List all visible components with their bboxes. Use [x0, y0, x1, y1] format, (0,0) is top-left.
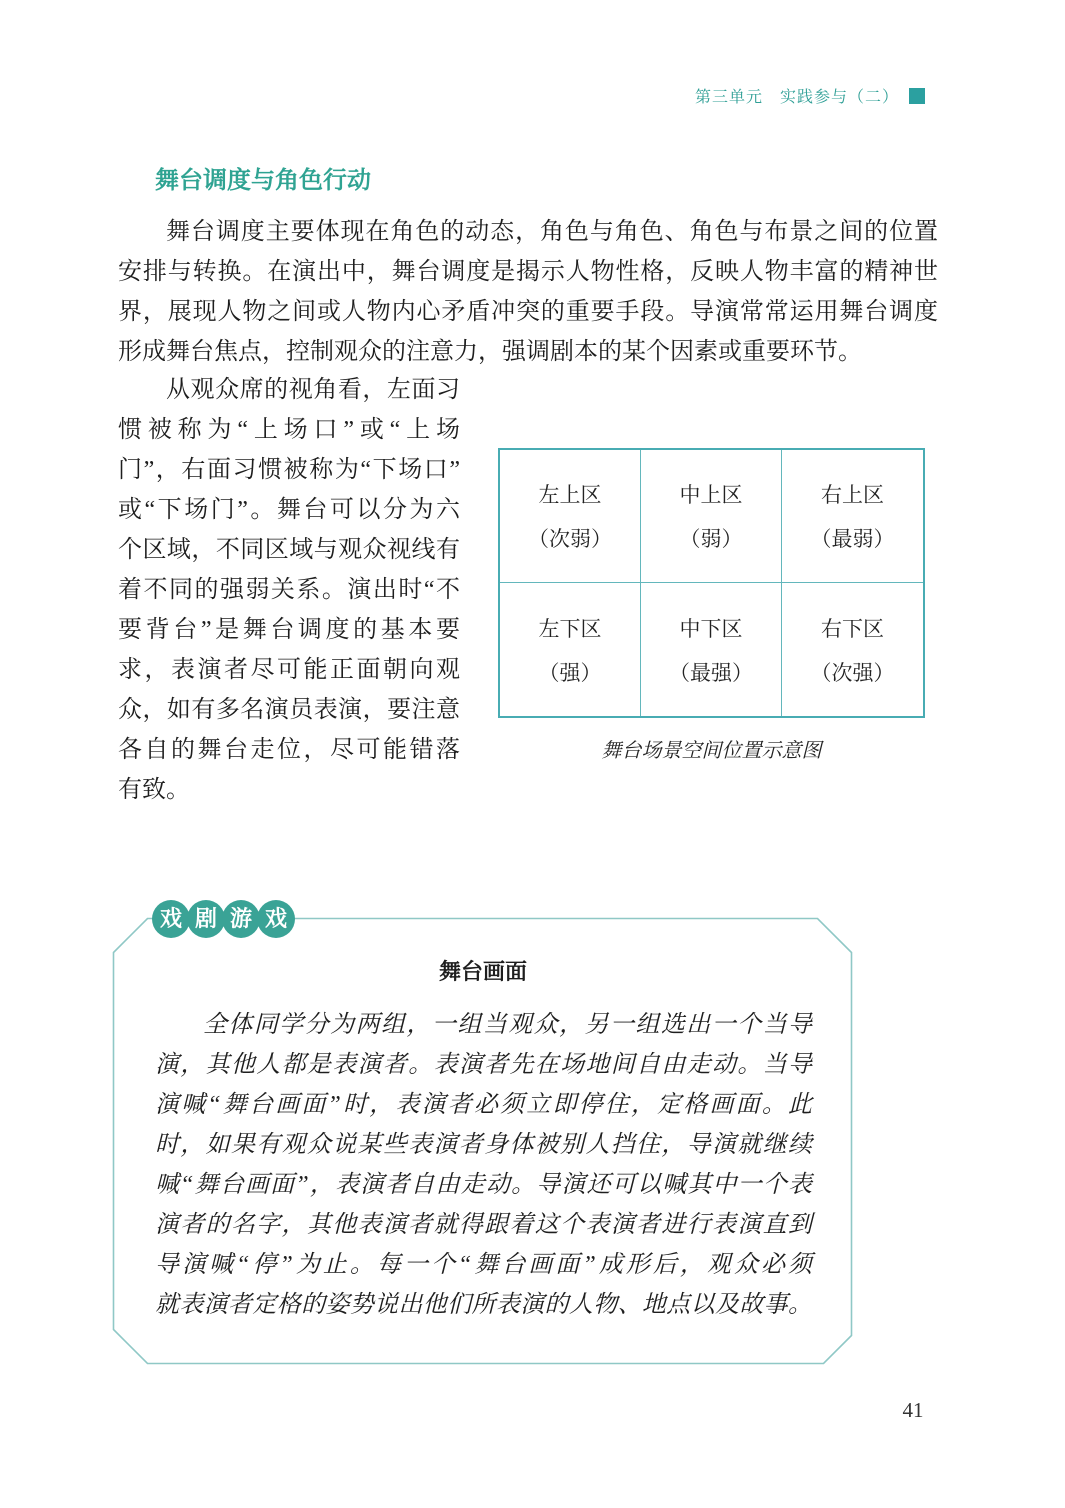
text-line: 惯被称为“上场口”或“上场 — [118, 417, 460, 443]
table-cell-upper-left — [500, 450, 641, 583]
text-line: 各自的舞台走位，尽可能错落 — [118, 737, 460, 763]
header-square-marker — [909, 88, 925, 104]
zone-strength: （次强） — [810, 661, 895, 685]
text-line: 形成舞台焦点，控制观众的注意力，强调剧本的某个因素或重要环节。 — [118, 339, 862, 365]
paragraph-audience-view — [118, 370, 460, 810]
badge-circle: 戏 — [257, 900, 295, 938]
text-line: 从观众席的视角看，左面习 — [166, 377, 460, 403]
badge-circle: 戏 — [152, 900, 190, 938]
text-line: 安排与转换。在演出中，舞台调度是揭示人物性格，反映人物丰富的精神世 — [118, 259, 938, 285]
page-header — [695, 84, 925, 107]
text-line: 舞台调度主要体现在角色的动态，角色与角色、角色与布景之间的位置 — [166, 219, 938, 245]
game-box-badge — [152, 900, 292, 938]
text-line: 演，其他人都是表演者。表演者先在场地间自由走动。当导 — [155, 1052, 812, 1078]
section-heading: 舞台调度与角色行动 — [155, 167, 371, 194]
paragraph-stage-scheduling — [118, 212, 938, 372]
table-cell-lower-right — [782, 583, 923, 716]
zone-name: 右下区 — [821, 617, 884, 641]
zone-strength: （强） — [538, 661, 602, 685]
table-caption: 舞台场景空间位置示意图 — [601, 740, 822, 762]
unit-title: 第三单元 实践参与（二） — [694, 89, 899, 106]
table-cell-upper-center — [641, 450, 782, 583]
game-box-body — [155, 1005, 812, 1325]
text-line: 导演喊“停”为止。每一个“舞台画面”成形后，观众必须 — [155, 1252, 812, 1278]
zone-name: 右上区 — [821, 484, 884, 507]
text-line: 众，如有多名演员表演，要注意 — [118, 697, 460, 723]
text-line: 或“下场门”。舞台可以分为六 — [118, 497, 460, 523]
zone-strength: （次弱） — [528, 528, 612, 551]
zone-strength: （最强） — [669, 661, 753, 685]
zone-name: 中下区 — [679, 617, 743, 641]
badge-circle: 游 — [222, 900, 260, 938]
table-cell-lower-center — [641, 583, 782, 716]
table-cell-lower-left — [500, 583, 641, 716]
text-line: 个区域，不同区域与观众视线有 — [118, 537, 460, 563]
text-line: 时，如果有观众说某些表演者身体被别人挡住，导演就继续 — [155, 1132, 812, 1158]
text-line: 演喊“舞台画面”时，表演者必须立即停住，定格画面。此 — [155, 1092, 812, 1118]
text-line: 要背台”是舞台调度的基本要 — [118, 617, 460, 643]
text-line: 就表演者定格的姿势说出他们所表演的人物、地点以及故事。 — [155, 1292, 812, 1318]
text-line: 求，表演者尽可能正面朝向观 — [118, 657, 460, 683]
text-line: 喊“舞台画面”，表演者自由走动。导演还可以喊其中一个表 — [155, 1172, 812, 1198]
zone-strength: （弱） — [679, 528, 743, 551]
text-line: 全体同学分为两组，一组当观众，另一组选出一个当导 — [203, 1012, 812, 1038]
text-line: 有致。 — [118, 777, 190, 803]
stage-zones-table — [498, 448, 925, 718]
page-number: 41 — [902, 1398, 924, 1422]
text-line: 着不同的强弱关系。演出时“不 — [118, 577, 460, 603]
zone-name: 左上区 — [538, 484, 602, 507]
text-line: 门”，右面习惯被称为“下场口” — [118, 457, 460, 483]
zone-name: 中上区 — [679, 484, 743, 507]
badge-circle: 剧 — [187, 900, 225, 938]
text-line: 界，展现人物之间或人物内心矛盾冲突的重要手段。导演常常运用舞台调度 — [118, 299, 938, 325]
zone-name: 左下区 — [538, 617, 602, 641]
text-line: 演者的名字，其他表演者就得跟着这个表演者进行表演直到 — [155, 1212, 812, 1238]
zone-strength: （最弱） — [810, 528, 895, 551]
table-cell-upper-right — [782, 450, 923, 583]
game-box-title: 舞台画面 — [438, 959, 527, 984]
